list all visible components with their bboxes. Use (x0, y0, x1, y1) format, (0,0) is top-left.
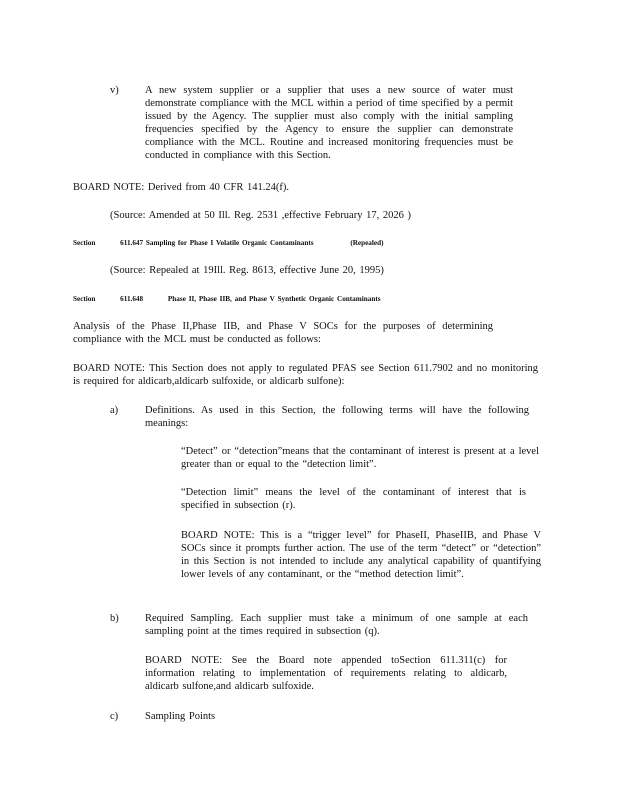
item-a-marker: a) (110, 405, 119, 416)
section-number: 611.648 (120, 295, 144, 303)
board-note-derived: BOARD NOTE: Derived from 40 CFR 141.24(f). (73, 182, 289, 193)
section-label: Section (73, 295, 96, 303)
item-v-text: A new system supplier or a supplier that uses a new source of water must demonstrate compliance with the MCL within a period of time specified by a permit issued by the Agency. The supplier must also comply with the initial sampling frequencies specified by the Agency to ensure the supplier can demonstrate compliance with the MCL. Routine and increased monitoring frequencies must be conducted in compliance with this Section. (145, 85, 513, 161)
definition-detection-limit: “Detection limit” means the level of the contaminant of interest that is specified in subsection (r). (181, 487, 526, 511)
source-amended: (Source: Amended at 50 Ill. Reg. 2531 ,effective February 17, 2026 ) (110, 210, 411, 221)
section-number: 611.647 (120, 239, 144, 247)
section-title: Sampling for Phase I Volatile Organic Contaminants (145, 239, 314, 247)
definition-detect: “Detect” or “detection”means that the contaminant of interest is present at a level greater than or equal to the “detection limit”. (181, 446, 539, 470)
section-611-647-heading (73, 238, 383, 248)
source-repealed: (Source: Repealed at 19Ill. Reg. 8613, effective June 20, 1995) (110, 265, 384, 276)
item-b-marker: b) (110, 613, 119, 624)
board-note-pfas: BOARD NOTE: This Section does not apply to regulated PFAS see Section 611.7902 and no monitoring is required for aldicarb,aldicarb sulfoxide, or aldicarb sulfone): (73, 363, 538, 387)
section-intro: Analysis of the Phase II,Phase IIB, and Phase V SOCs for the purposes of determining compliance with the MCL must be conducted as follows: (73, 321, 493, 345)
section-611-648-heading (73, 294, 381, 304)
item-b-text: Required Sampling. Each supplier must take a minimum of one sample at each sampling point at the times required in subsection (q). (145, 613, 528, 637)
board-note-aldicarb: BOARD NOTE: See the Board note appended toSection 611.311(c) for information relating to implementation of requirements relating to aldicarb, aldicarb sulfone,and aldicarb sulfoxide. (145, 655, 507, 692)
section-status: (Repealed) (350, 239, 384, 247)
section-label: Section (73, 239, 96, 247)
item-v-marker: v) (110, 85, 119, 96)
item-a-text: Definitions. As used in this Section, the following terms will have the following meanings: (145, 405, 529, 429)
section-title: Phase II, Phase IIB, and Phase V Synthetic Organic Contaminants (167, 295, 381, 303)
item-c-marker: c) (110, 711, 119, 722)
item-c-text: Sampling Points (145, 711, 216, 722)
board-note-trigger-level: BOARD NOTE: This is a “trigger level” for PhaseII, PhaseIIB, and Phase V SOCs since it prompts further action. The use of the term “detect” or “detection” in this Section is not intended to include any analytical capability of quantifying lower levels of any contaminant, or the “method detection limit”. (181, 530, 541, 580)
